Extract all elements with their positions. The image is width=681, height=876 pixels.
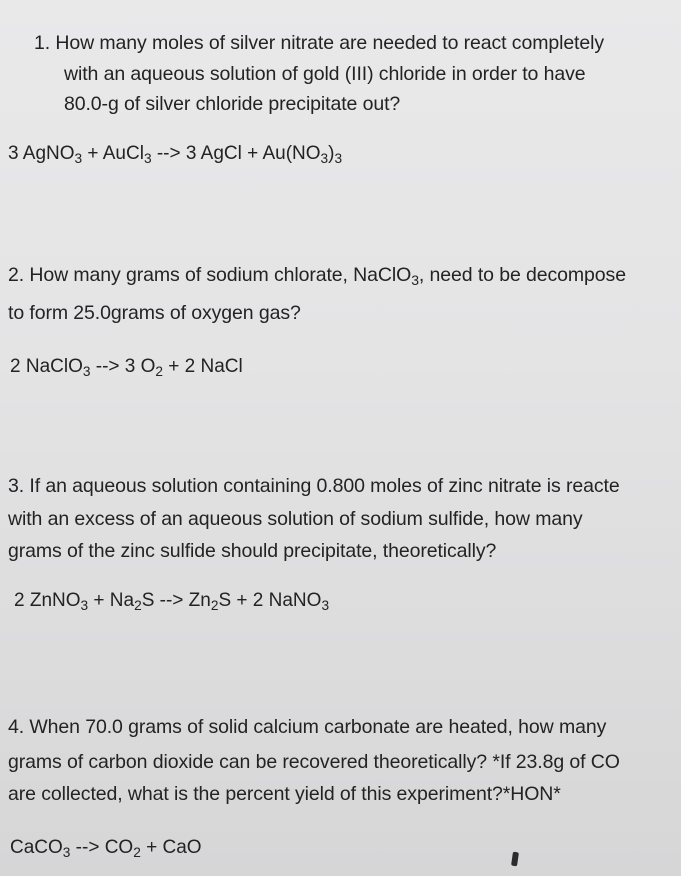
q2-eq-part: 2 NaClO: [10, 356, 83, 377]
q4-eq-part: --> CO: [70, 837, 134, 858]
q1-eq-sub: 3: [320, 150, 329, 166]
q2-text-line-2: to form 25.0grams of oxygen gas?: [8, 302, 301, 324]
q4-eq-part: + CaO: [140, 837, 202, 858]
q3-text-line-2: with an excess of an aqueous solution of sodium sulfide, how many: [8, 508, 583, 530]
q2-line1-sub: 3: [411, 271, 419, 288]
q3-text-line-3: grams of the zinc sulfide should precipitate, theoretically?: [8, 540, 497, 562]
q3-eq-sub: 2: [210, 597, 219, 613]
q1-eq-part: --> 3 AgCl + Au(NO: [151, 143, 321, 164]
pen-mark: [511, 852, 519, 867]
q4-text-line-1: 4. When 70.0 grams of solid calcium carbonate are heated, how many: [8, 716, 607, 738]
q3-eq-sub: 3: [80, 597, 89, 613]
q4-eq-sub: 2: [133, 844, 141, 860]
q2-line1-part: 2. How many grams of sodium chlorate, NaClO: [8, 264, 412, 286]
q1-eq-sub: 3: [74, 150, 83, 166]
q4-text-line-2: grams of carbon dioxide can be recovered theoretically? *If 23.8g of CO: [8, 751, 620, 773]
q1-text-line-3: 80.0-g of silver chloride precipitate out?: [64, 93, 401, 115]
q1-eq-sub: 3: [334, 150, 343, 166]
q3-eq-part: S --> Zn: [141, 590, 211, 611]
q2-eq-sub: 3: [82, 363, 91, 379]
q4-eq-part: CaCO: [10, 837, 63, 858]
q2-eq-part: + 2 NaCl: [163, 356, 243, 377]
q4-eq-sub: 3: [62, 844, 71, 860]
q1-text-line-1: 1. How many moles of silver nitrate are needed to react completely: [34, 32, 605, 54]
q3-eq-part: 2 ZnNO: [14, 590, 81, 611]
q1-eq-part: ): [328, 143, 335, 164]
q2-text-line-1: [8, 263, 626, 287]
q2-equation: [10, 355, 243, 379]
q1-eq-sub: 3: [143, 150, 152, 166]
q4-text-line-3: are collected, what is the percent yield of this experiment?*HON*: [8, 783, 561, 805]
q3-equation: [14, 589, 329, 613]
q2-line1-part: , need to be decompose: [418, 264, 626, 286]
q3-text-line-1: 3. If an aqueous solution containing 0.800 moles of zinc nitrate is reacte: [8, 475, 620, 497]
q1-eq-part: 3 AgNO: [8, 143, 75, 164]
q2-eq-sub: 2: [155, 363, 164, 379]
q1-text-line-2: with an aqueous solution of gold (III) chloride in order to have: [64, 63, 586, 85]
q3-eq-sub: 2: [134, 597, 142, 613]
q3-eq-sub: 3: [321, 597, 330, 613]
q1-eq-part: + AuCl: [82, 143, 144, 164]
q2-eq-part: --> 3 O: [90, 356, 156, 377]
q3-eq-part: S + 2 NaNO: [218, 590, 322, 611]
q4-equation: [10, 836, 202, 860]
q1-equation: [8, 142, 342, 166]
q3-eq-part: + Na: [88, 590, 135, 611]
